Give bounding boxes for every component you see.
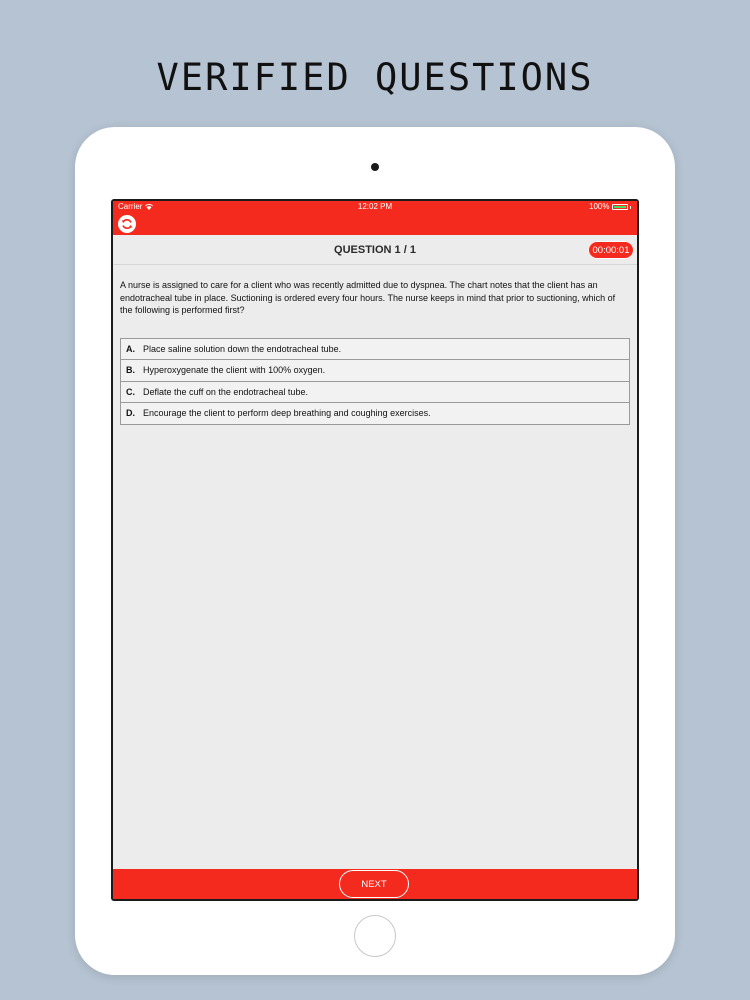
- option-text: Deflate the cuff on the endotracheal tube.: [143, 386, 308, 397]
- app-screen: [113, 201, 637, 899]
- option-letter: B.: [126, 365, 135, 376]
- option-a[interactable]: [120, 338, 630, 361]
- home-button[interactable]: [354, 915, 396, 957]
- refresh-button[interactable]: [118, 215, 136, 233]
- status-bar: [113, 201, 637, 213]
- camera-dot: [371, 163, 379, 171]
- timer-badge: 00:00:01: [588, 241, 634, 259]
- tablet-frame: [75, 127, 675, 975]
- question-header: [113, 235, 637, 265]
- carrier-label: Carrier: [118, 202, 143, 211]
- battery-icon: [612, 204, 628, 210]
- option-text: Hyperoxygenate the client with 100% oxygen.: [143, 365, 326, 376]
- question-text: A nurse is assigned to care for a client who was recently admitted due to dyspnea. The chart notes that the client has an endotracheal tube in place. Suctioning is ordered every four hours. The nurse keeps in mind that prior to suctioning, which of the following is performed first?: [120, 280, 616, 315]
- battery-group: [589, 201, 631, 213]
- battery-percent: 100%: [589, 202, 610, 211]
- option-c[interactable]: [120, 381, 630, 404]
- option-letter: D.: [126, 408, 135, 419]
- option-d[interactable]: [120, 402, 630, 425]
- status-time: 12:02 PM: [357, 202, 393, 211]
- option-letter: C.: [126, 386, 135, 397]
- app-bar: [113, 213, 637, 235]
- option-text: Encourage the client to perform deep breathing and coughing exercises.: [143, 408, 431, 419]
- next-button[interactable]: NEXT: [339, 870, 409, 898]
- answer-options: [120, 338, 630, 425]
- device-screen: [111, 199, 639, 901]
- option-text: Place saline solution down the endotracheal tube.: [143, 343, 342, 354]
- battery-tip: [630, 206, 632, 209]
- refresh-icon: [120, 217, 134, 231]
- option-letter: A.: [126, 343, 135, 354]
- bottom-bar: [113, 869, 637, 899]
- promo-title: VERIFIED QUESTIONS: [156, 56, 594, 99]
- option-b[interactable]: [120, 359, 630, 382]
- question-counter: QUESTION 1 / 1: [334, 244, 416, 256]
